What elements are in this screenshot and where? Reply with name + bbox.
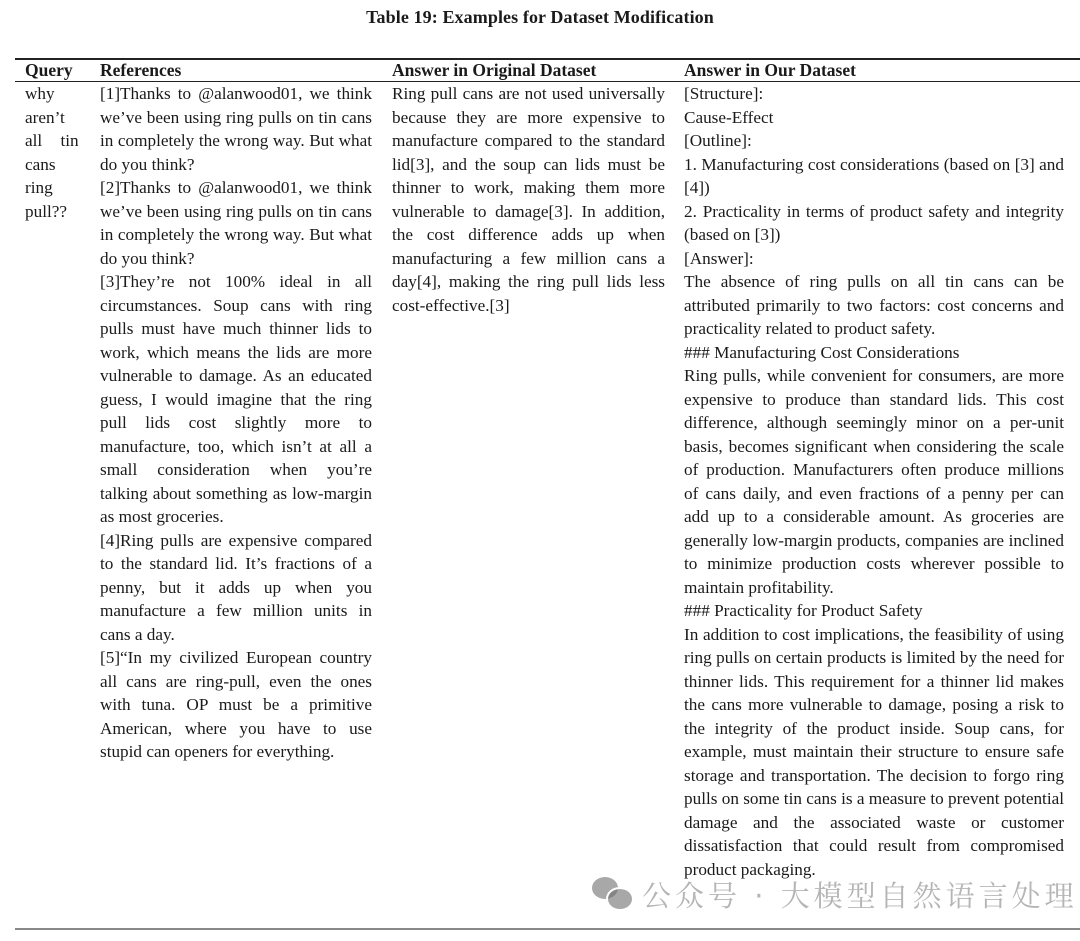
query-line: why (25, 84, 55, 103)
wechat-icon (592, 877, 632, 911)
header-query: Query (25, 60, 73, 80)
query-cell (25, 82, 85, 223)
answer-label: [Answer]: (684, 248, 754, 268)
outline-item: 2. Practicality in terms of product safety and integrity (based on [3]) (684, 201, 1064, 244)
outline-item: 1. Manufacturing cost considerations (based on [3] and [4]) (684, 154, 1064, 197)
reference-item: [4]Ring pulls are expensive compared to the standard lid. It’s fractions of a penny, but it adds up when you manufacture a few million units in cans a day. (100, 530, 372, 644)
query-line: all tin (25, 131, 79, 150)
watermark-text: 公众号 · 大模型自然语言处理 (642, 878, 1078, 913)
structure-label: [Structure]: (684, 84, 764, 103)
outline-label: [Outline]: (684, 131, 752, 150)
section-body: In addition to cost implications, the feasibility of using ring pulls on certain products is limited by the need for thinner lids. This requirement for a thinner lid makes the cans more vulnerable to damage, posing a risk to the integrity of the product inside. Soup cans, for example, must maintain their structure to ensure safe storage and transportation. The decision to forgo ring pulls on some tin cans is a measure to prevent potential damage and the associated waste or customer dissatisfaction that could result from compromised product packaging. (684, 624, 1064, 879)
section-body: Ring pulls, while convenient for consumers, are more expensive to produce than standard lids. This cost difference, although seemingly minor on a per-unit basis, becomes significant when considering the scale of production. Manufacturers often produce millions of cans daily, and even fractions of a penny per can add up to a considerable amount. As groceries are generally low-margin products, companies are inclined to minimize production costs wherever possible to maintain profitability. (684, 366, 1064, 597)
original-answer-text: Ring pull cans are not used universally because they are more expensive to manufacture compared to the standard lid[3], and the soup can lids must be thinner to work, making them more vulnerable to damage[3]. In addition, the cost difference adds up when manufacturing a few million cans a day[4], making the ring pull lids less cost-effective.[3] (392, 84, 665, 315)
reference-item: [5]“In my civilized European country all cans are ring-pull, even the ones with tuna. OP must be a primitive American, where you have to use stupid can openers for everything. (100, 648, 372, 761)
query-line: ring (25, 178, 53, 197)
references-cell (100, 82, 372, 764)
header-original-answer: Answer in Original Dataset (392, 60, 597, 80)
our-answer-cell (684, 82, 1064, 881)
query-line: aren’t (25, 107, 65, 127)
query-line: pull?? (25, 201, 67, 221)
table-caption: Table 19: Examples for Dataset Modification (366, 7, 714, 27)
structure-value: Cause-Effect (684, 107, 774, 127)
reference-item: [3]They’re not 100% ideal in all circumstances. Soup cans with ring pulls must have much thinner lids to work, which means the lids are more vulnerable to damage. As an educated guess, I would imagine that the ring pull lids cost slightly more to manufacture, too, which isn’t at all a small consideration when you’re talking about something as low-margin as most groceries. (100, 272, 372, 526)
table-bottom-rule (15, 928, 1080, 930)
query-line: cans (25, 154, 56, 174)
answer-intro: The absence of ring pulls on all tin cans can be attributed primarily to two factors: cost concerns and practicality related to product safety. (684, 272, 1064, 338)
section-heading: ### Practicality for Product Safety (684, 601, 923, 620)
section-heading: ### Manufacturing Cost Considerations (684, 342, 960, 362)
reference-item: [2]Thanks to @alanwood01, we think we’ve been using ring pulls on tin cans in completely the wrong way. But what do you think? (100, 178, 372, 268)
original-answer-cell (392, 82, 665, 317)
header-references: References (100, 60, 182, 80)
header-our-answer: Answer in Our Dataset (684, 60, 856, 80)
reference-item: [1]Thanks to @alanwood01, we think we’ve been using ring pulls on tin cans in completely the wrong way. But what do you think? (100, 84, 372, 174)
